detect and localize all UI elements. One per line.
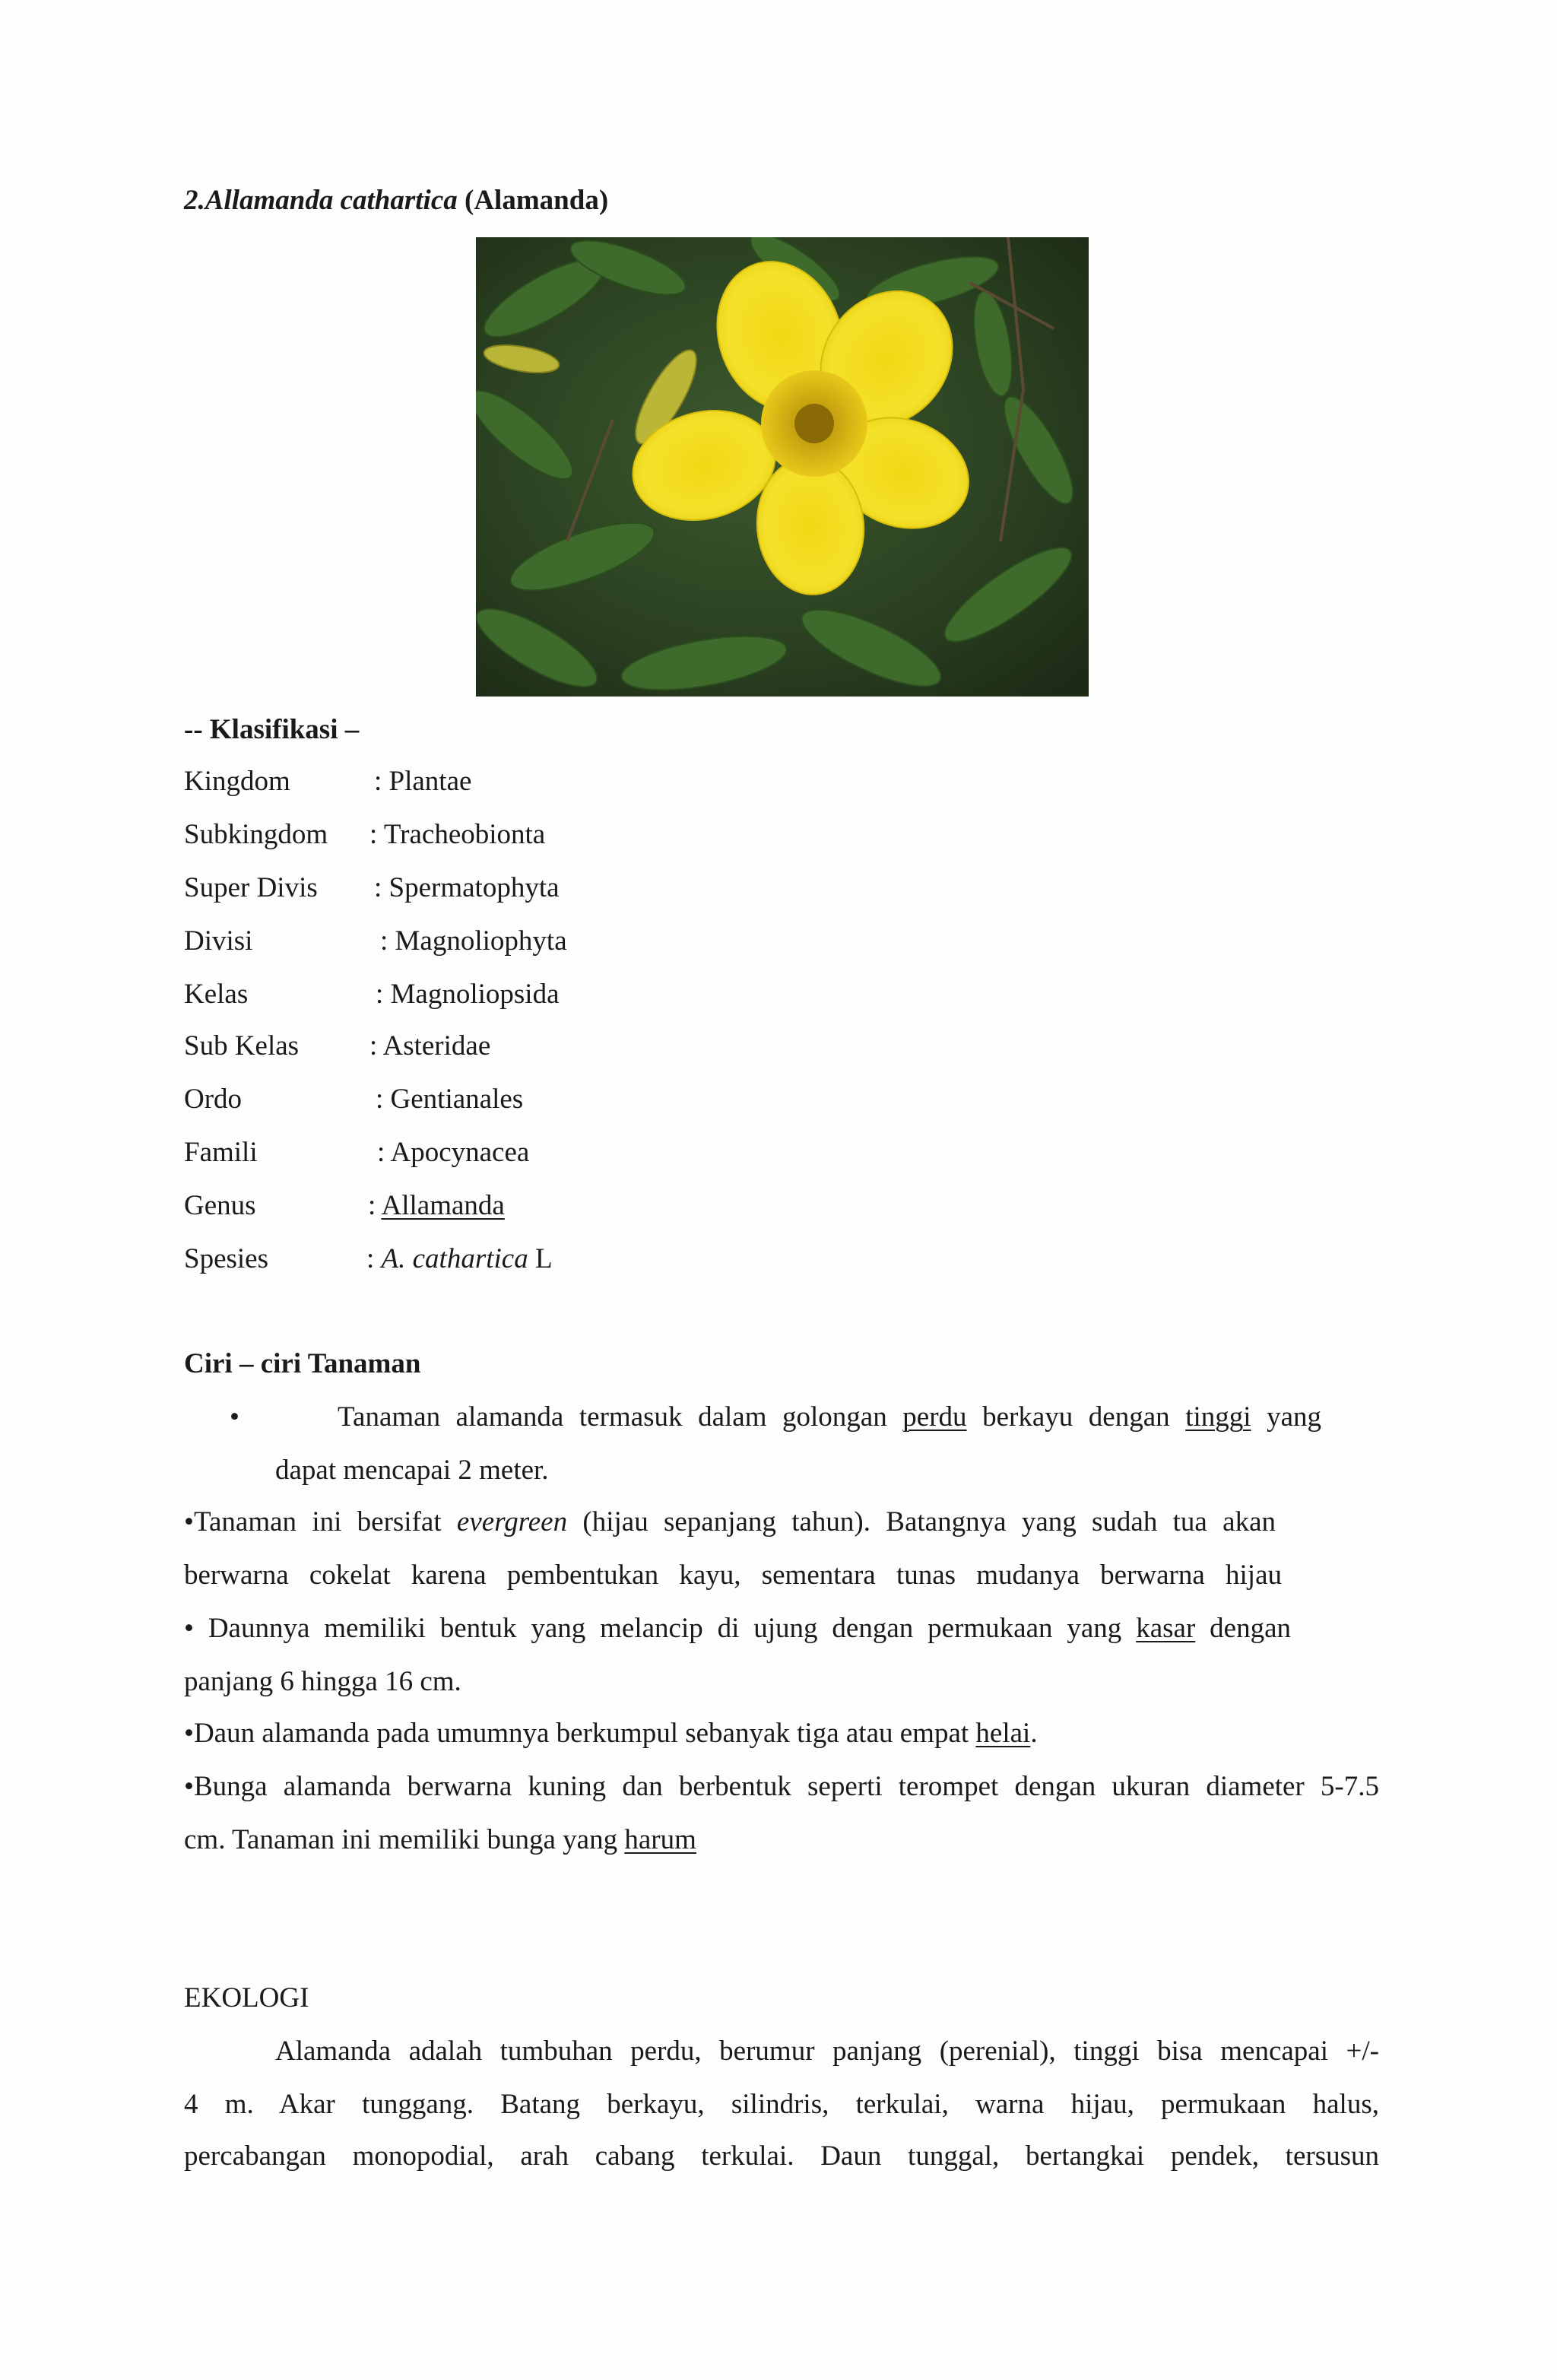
text-span: •Daun alamanda pada umumnya berkumpul sebanyak tiga atau empat	[184, 1718, 969, 1749]
text-span: cm. Tanaman ini memiliki bunga yang	[184, 1824, 618, 1855]
ciri-heading: Ciri – ciri Tanaman	[184, 1348, 421, 1379]
taxonomy-value: : Plantae	[374, 766, 472, 797]
species-author: L	[528, 1243, 553, 1274]
taxonomy-label: Sub Kelas	[184, 1030, 300, 1061]
title-number: 2.	[184, 185, 205, 216]
ciri-bullet-2-line-2: berwarna cokelat karena pembentukan kayu, sementara tunas mudanya berwarna hijau	[184, 1560, 1282, 1591]
text-span: (hijau sepanjang tahun). Batangnya yang sudah tua akan	[582, 1506, 1276, 1537]
genus-link[interactable]: Allamanda	[381, 1190, 505, 1221]
ekologi-line-2: 4 m. Akar tunggang. Batang berkayu, silindris, terkulai, warna hijau, permukaan halus,	[184, 2089, 1379, 2120]
harum-link[interactable]: harum	[624, 1824, 696, 1855]
taxonomy-label: Super Divis	[184, 872, 318, 903]
flower-illustration	[476, 237, 1089, 697]
taxonomy-value-prefix: :	[366, 1243, 382, 1274]
ciri-bullet-3-line-1	[184, 1612, 1291, 1645]
ekologi-heading: EKOLOGI	[184, 1982, 309, 2013]
ciri-bullet-3-line-2: panjang 6 hingga 16 cm.	[184, 1666, 461, 1697]
taxonomy-value: : Magnoliophyta	[380, 925, 567, 957]
taxonomy-label: Genus	[184, 1190, 256, 1221]
ciri-bullet-4	[184, 1717, 1038, 1750]
taxonomy-value	[368, 1189, 505, 1223]
ciri-bullet-2-line-1	[184, 1506, 1276, 1539]
taxonomy-label: Kingdom	[184, 766, 290, 797]
taxonomy-value: : Tracheobionta	[369, 819, 546, 850]
text-span: Tanaman alamanda termasuk dalam golongan	[338, 1401, 887, 1433]
ekologi-line-1: Alamanda adalah tumbuhan perdu, berumur panjang (perenial), tinggi bisa mencapai +/-	[275, 2036, 1379, 2067]
ekologi-line-3: percabangan monopodial, arah cabang terkulai. Daun tunggal, bertangkai pendek, tersusun	[184, 2140, 1379, 2172]
evergreen-term: evergreen	[456, 1506, 568, 1537]
bullet-icon: •	[230, 1401, 239, 1433]
ciri-bullet-5-line-2	[184, 1823, 696, 1857]
title-species: Allamanda cathartica	[205, 185, 458, 216]
taxonomy-value: : Apocynacea	[377, 1137, 530, 1168]
taxonomy-value: : Magnoliopsida	[376, 979, 560, 1010]
text-span: • Daunnya memiliki bentuk yang melancip di ujung dengan permukaan yang	[184, 1613, 1122, 1644]
taxonomy-value: : Asteridae	[369, 1030, 491, 1061]
taxonomy-value: : Gentianales	[376, 1084, 524, 1115]
taxonomy-label: Ordo	[184, 1084, 243, 1115]
taxonomy-value	[366, 1242, 553, 1276]
taxonomy-label: Divisi	[184, 925, 253, 957]
species-name: A. cathartica	[381, 1243, 528, 1274]
ciri-bullet-1-line-2: dapat mencapai 2 meter.	[275, 1455, 549, 1486]
taxonomy-label: Subkingdom	[184, 819, 328, 850]
taxonomy-label: Kelas	[184, 979, 249, 1010]
taxonomy-label: Famili	[184, 1137, 258, 1168]
ciri-bullet-5-line-1: •Bunga alamanda berwarna kuning dan berbentuk seperti terompet dengan ukuran diameter 5-7.5	[184, 1771, 1379, 1802]
klasifikasi-heading: -- Klasifikasi –	[184, 714, 360, 745]
taxonomy-value-prefix: :	[368, 1190, 382, 1221]
perdu-link[interactable]: perdu	[902, 1401, 967, 1433]
text-span: .	[1030, 1718, 1038, 1749]
text-span: yang	[1267, 1401, 1322, 1433]
ciri-bullet-1-line-1	[338, 1401, 1321, 1434]
allamanda-flower-photo	[476, 237, 1089, 697]
title-common-name: (Alamanda)	[457, 185, 609, 216]
text-span: •Tanaman ini bersifat	[184, 1506, 442, 1537]
taxonomy-value: : Spermatophyta	[374, 872, 560, 903]
taxonomy-label: Spesies	[184, 1243, 268, 1274]
tinggi-link[interactable]: tinggi	[1185, 1401, 1251, 1433]
kasar-link[interactable]: kasar	[1136, 1613, 1196, 1644]
text-span: dengan	[1210, 1613, 1292, 1644]
helai-link[interactable]: helai	[975, 1718, 1031, 1749]
section-title	[184, 184, 608, 217]
text-span: berkayu dengan	[982, 1401, 1170, 1433]
